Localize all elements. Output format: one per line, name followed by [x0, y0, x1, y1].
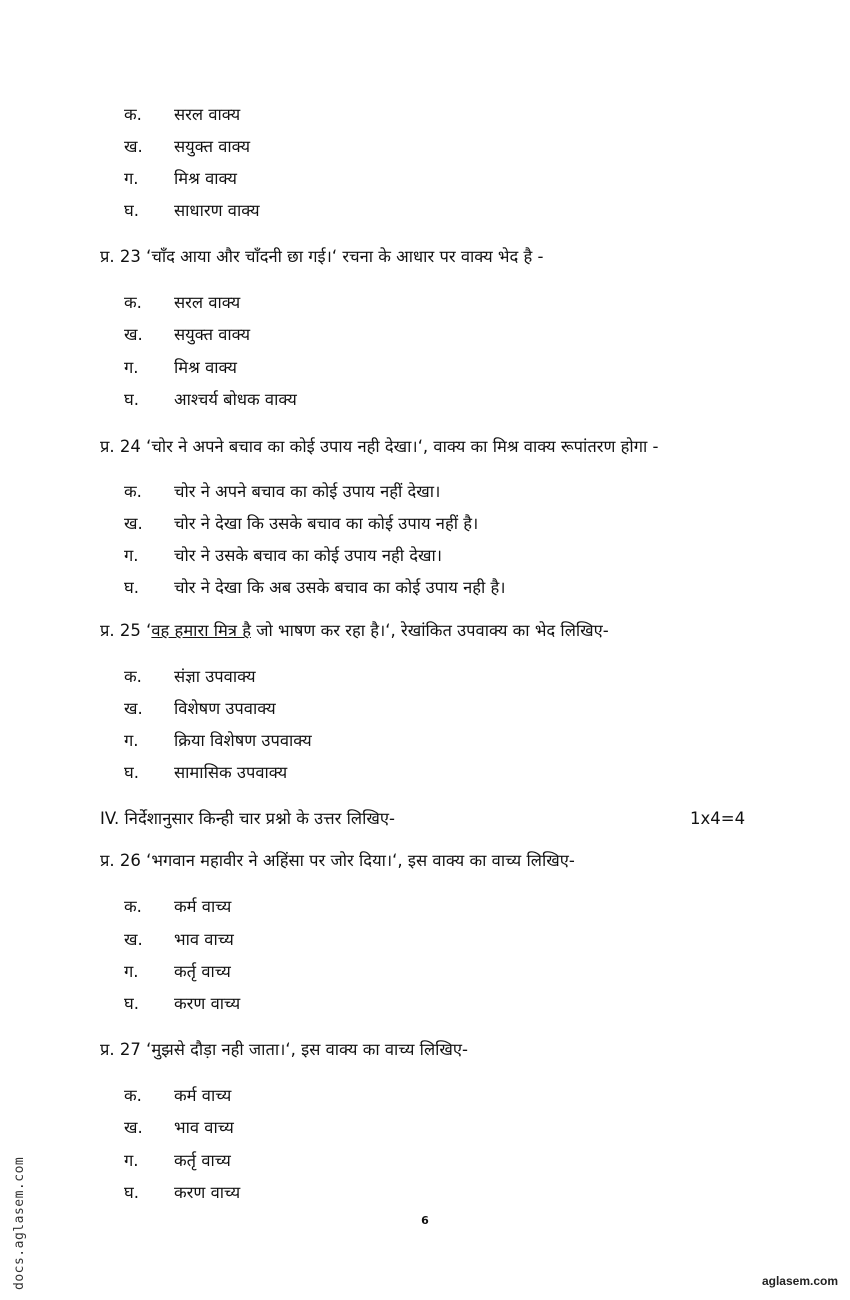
option-text: आश्चर्य बोधक वाक्य	[174, 390, 297, 409]
option-text: सयुक्त वाक्य	[174, 325, 251, 344]
option-key: ख.	[124, 699, 143, 718]
underlined-clause: वह हमारा मित्र है	[151, 621, 251, 640]
option-key: क.	[124, 1086, 142, 1105]
option-text: सरल वाक्य	[174, 105, 241, 124]
option-key: क.	[124, 897, 142, 916]
option-key: ग.	[124, 358, 139, 377]
option-text: मिश्र वाक्य	[174, 358, 237, 377]
section-heading: IV. निर्देशानुसार किन्ही चार प्रश्नो के उत्तर लिखिए-	[100, 809, 395, 828]
question-26: प्र. 26 ‘भगवान महावीर ने अहिंसा पर जोर दिया।‘, इस वाक्य का वाच्य लिखिए-	[100, 851, 575, 870]
option-key: घ.	[124, 994, 139, 1013]
question-24: प्र. 24 ‘चोर ने अपने बचाव का कोई उपाय नही देखा।‘, वाक्य का मिश्र वाक्य रूपांतरण होगा -	[100, 437, 659, 456]
option-text: चोर ने उसके बचाव का कोई उपाय नही देखा।	[174, 546, 443, 565]
option-text: कर्तृ वाच्य	[174, 1151, 231, 1170]
option-key: ग.	[124, 731, 139, 750]
question-23: प्र. 23 ‘चाँद आया और चाँदनी छा गई।‘ रचना के आधार पर वाक्य भेद है -	[100, 247, 544, 266]
option-key: घ.	[124, 201, 139, 220]
option-key: क.	[124, 667, 142, 686]
option-key: ख.	[124, 514, 143, 533]
option-key: ग.	[124, 169, 139, 188]
option-text: चोर ने देखा कि अब उसके बचाव का कोई उपाय नही है।	[174, 578, 506, 597]
question-suffix: जो भाषण कर रहा है।‘, रेखांकित उपवाक्य का भेद लिखिए-	[250, 621, 609, 640]
option-text: करण वाच्य	[174, 994, 241, 1013]
question-27: प्र. 27 ‘मुझसे दौड़ा नही जाता।‘, इस वाक्य का वाच्य लिखिए-	[100, 1040, 468, 1059]
question-prefix: प्र. 25 ‘	[100, 621, 152, 640]
option-key: ख.	[124, 930, 143, 949]
option-text: कर्म वाच्य	[174, 1086, 232, 1105]
option-text: साधारण वाक्य	[174, 201, 260, 220]
option-text: कर्म वाच्य	[174, 897, 232, 916]
option-text: मिश्र वाक्य	[174, 169, 237, 188]
option-key: घ.	[124, 578, 139, 597]
option-text: क्रिया विशेषण उपवाक्य	[174, 731, 312, 750]
section-marks: 1x4=4	[690, 809, 746, 828]
option-text: चोर ने देखा कि उसके बचाव का कोई उपाय नहीं है।	[174, 514, 479, 533]
option-key: ख.	[124, 137, 143, 156]
option-key: ग.	[124, 1151, 139, 1170]
option-text: चोर ने अपने बचाव का कोई उपाय नहीं देखा।	[174, 482, 441, 501]
option-text: संज्ञा उपवाक्य	[174, 667, 256, 686]
brand-link[interactable]: aglasem.com	[761, 1274, 838, 1288]
option-text: सरल वाक्य	[174, 293, 241, 312]
option-text: सामासिक उपवाक्य	[174, 763, 288, 782]
option-key: क.	[124, 105, 142, 124]
question-25	[100, 620, 609, 642]
option-text: करण वाच्य	[174, 1183, 241, 1202]
option-key: ख.	[124, 1118, 143, 1137]
page-number: 6	[421, 1214, 429, 1227]
option-text: विशेषण उपवाक्य	[174, 699, 276, 718]
option-text: भाव वाच्य	[174, 1118, 234, 1137]
option-key: क.	[124, 482, 142, 501]
option-key: घ.	[124, 390, 139, 409]
option-key: घ.	[124, 1183, 139, 1202]
option-text: कर्तृ वाच्य	[174, 962, 231, 981]
option-key: क.	[124, 293, 142, 312]
side-watermark: docs.aglasem.com	[12, 1156, 27, 1290]
option-key: ख.	[124, 325, 143, 344]
option-key: ग.	[124, 546, 139, 565]
option-key: घ.	[124, 763, 139, 782]
option-text: भाव वाच्य	[174, 930, 234, 949]
option-key: ग.	[124, 962, 139, 981]
option-text: सयुक्त वाक्य	[174, 137, 251, 156]
